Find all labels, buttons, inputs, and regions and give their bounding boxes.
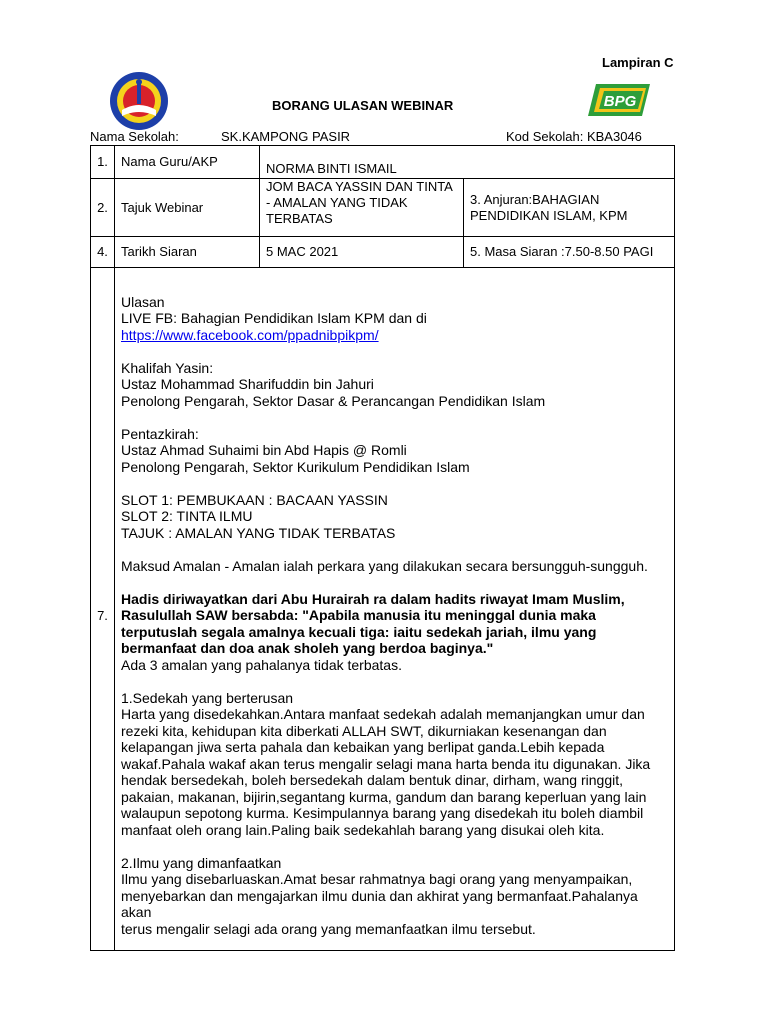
bpg-logo — [586, 82, 652, 118]
field-label: Nama Guru/AKP — [115, 146, 260, 179]
row-tajuk-webinar — [91, 179, 675, 237]
tajuk-webinar-value — [260, 179, 464, 237]
slot-2: SLOT 2: TINTA ILMU — [121, 508, 253, 525]
khalifah-name: Ustaz Mohammad Sharifuddin bin Jahuri — [121, 376, 374, 393]
ulasan-heading: Ulasan — [121, 293, 165, 310]
slot-1: SLOT 1: PEMBUKAAN : BACAAN YASSIN — [121, 491, 388, 508]
sedekah-line: walaupun sepotong kurma. Kesimpulannya barang yang disedekah itu boleh diambil — [121, 805, 644, 822]
pentazkirah-heading: Pentazkirah: — [121, 425, 199, 442]
anjuran-line: 3. Anjuran:BAHAGIAN — [470, 191, 600, 207]
row-nama-guru — [91, 146, 675, 179]
form-title: BORANG ULASAN WEBINAR — [272, 98, 454, 113]
row-ulasan — [91, 268, 675, 951]
sedekah-line: pakaian, makanan, bijirin,segantang kurma, gandum dan barang keperluan yang lain — [121, 788, 647, 805]
row-number: 7. — [91, 268, 115, 951]
tajuk-line: - AMALAN YANG TIDAK — [266, 195, 408, 210]
nama-sekolah-label: Nama Sekolah: — [90, 129, 179, 144]
khalifah-position: Penolong Pengarah, Sektor Dasar & Perancangan Pendidikan Islam — [121, 392, 546, 409]
ilmu-line: menyebarkan dan mengajarkan ilmu dunia dan akhirat yang bermanfaat.Pahalanya akan — [121, 887, 638, 921]
ilmu-line: terus mengalir selagi ada orang yang memanfaatkan ilmu tersebut. — [121, 920, 536, 937]
row-number: 4. — [91, 237, 115, 268]
ilmu-line: Ilmu yang disebarluaskan.Amat besar rahmatnya bagi orang yang menyampaikan, — [121, 871, 633, 888]
pentazkirah-position: Penolong Pengarah, Sektor Kurikulum Pendidikan Islam — [121, 458, 470, 475]
live-fb-text: LIVE FB: Bahagian Pendidikan Islam KPM dan di — [121, 310, 427, 327]
form-table — [90, 145, 675, 951]
masa-siaran-value: 5. Masa Siaran :7.50-8.50 PAGI — [464, 237, 675, 268]
row-number: 1. — [91, 146, 115, 179]
ilmu-heading: 2.Ilmu yang dimanfaatkan — [121, 854, 282, 871]
tajuk-line: TAJUK : AMALAN YANG TIDAK TERBATAS — [121, 524, 396, 541]
hadis-line: terputuslah segala amalnya kecuali tiga: iaitu sedekah jariah, ilmu yang — [121, 623, 597, 640]
anjuran-value — [464, 179, 675, 237]
tarikh-siaran-value: 5 MAC 2021 — [260, 237, 464, 268]
facebook-link[interactable]: https://www.facebook.com/ppadnibpikpm/ — [121, 326, 379, 343]
row-number: 2. — [91, 179, 115, 237]
hadis-line: Hadis diriwayatkan dari Abu Hurairah ra dalam hadits riwayat Imam Muslim, — [121, 590, 625, 607]
khalifah-heading: Khalifah Yasin: — [121, 359, 214, 376]
sedekah-line: manfaat oleh orang lain.Paling baik sedekahlah barang yang disukai oleh kita. — [121, 821, 605, 838]
field-label: Tajuk Webinar — [115, 179, 260, 237]
kpm-logo — [108, 70, 170, 132]
sedekah-line: kelapangan jiwa serta pahala dan kebaikan yang berlipat ganda.Lebih kepada — [121, 739, 605, 756]
maksud-amalan: Maksud Amalan - Amalan ialah perkara yang dilakukan secara bersungguh-sungguh. — [121, 557, 648, 574]
sedekah-line: rezeki kita, kehidupan kita diberkati ALLAH SWT, dikurniakan kesenangan dan — [121, 722, 607, 739]
tajuk-line: TERBATAS — [266, 211, 333, 226]
hadis-line: bermanfaat dan doa anak sholeh yang berdoa baginya." — [121, 640, 494, 657]
ada-3-amalan: Ada 3 amalan yang pahalanya tidak terbatas. — [121, 656, 402, 673]
sedekah-line: hendak bersedekah, boleh bersedekah dalam bentuk dinar, dirham, wang ringgit, — [121, 772, 623, 789]
bpg-logo-text: BPG — [603, 93, 637, 110]
sedekah-line: Harta yang disedekahkan.Antara manfaat sedekah adalah memanjangkan umur dan — [121, 706, 645, 723]
nama-sekolah-value: SK.KAMPONG PASIR — [221, 129, 351, 144]
kod-sekolah: Kod Sekolah: KBA3046 — [506, 129, 642, 144]
pentazkirah-name: Ustaz Ahmad Suhaimi bin Abd Hapis @ Romli — [121, 442, 407, 459]
field-label: Tarikh Siaran — [115, 237, 260, 268]
lampiran-label: Lampiran C — [602, 55, 674, 70]
anjuran-line: PENDIDIKAN ISLAM, KPM — [470, 207, 628, 223]
sedekah-line: wakaf.Pahala wakaf akan terus mengalir selagi mana harta benda itu digunakan. Jika — [121, 755, 651, 772]
ulasan-content — [115, 268, 675, 951]
hadis-line: Rasulullah SAW bersabda: "Apabila manusia itu meninggal dunia maka — [121, 607, 596, 624]
row-tarikh-siaran — [91, 237, 675, 268]
nama-guru-value: NORMA BINTI ISMAIL — [260, 146, 675, 179]
tajuk-line: JOM BACA YASSIN DAN TINTA — [266, 179, 453, 194]
sedekah-heading: 1.Sedekah yang berterusan — [121, 689, 294, 706]
